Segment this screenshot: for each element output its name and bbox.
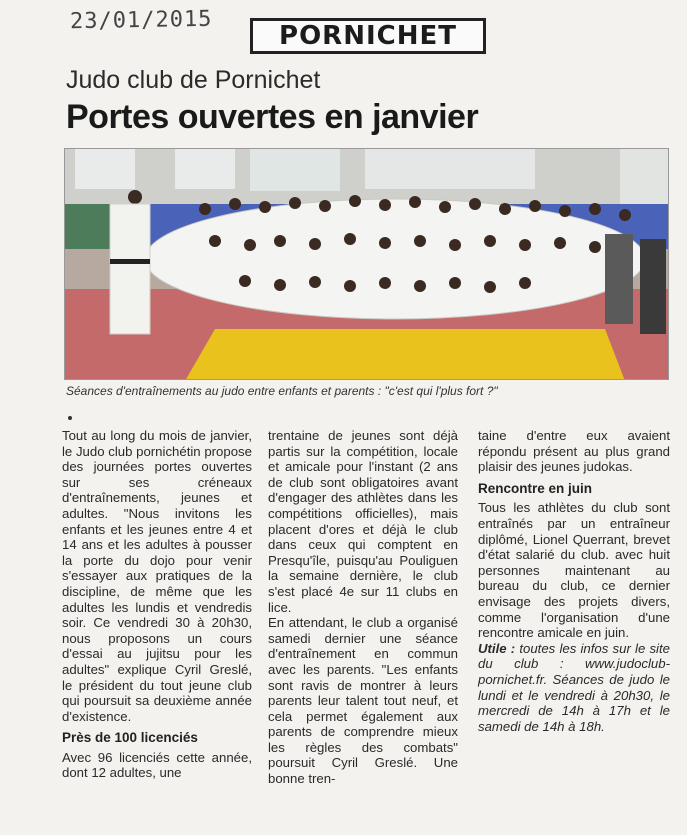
column-1-text: Tout au long du mois de janvier, le Judo club pornichétin propose des journées portes ouvertes sur ses créneaux d'entraînements, jeunes et adultes. "Nous invitons les enfants et les jeunes entre 4 et 14 ans et les adultes à pousser la porte du dojo pour venir s'essayer aux pratiques de la discipline, de même que les adultes les lundis et vendredis soir. Ce vendredi 30 à 20h30, nous proposons un cours d'essai au jujitsu pour les adultes" explique Cyril Greslé, le président du tout jeune club qui poursuit sa deuxième année d'existence. [62,428,252,724]
article-column-1 [62,428,252,781]
bullet-mark [68,416,72,420]
section-header [250,18,486,54]
article-column-3 [478,428,670,734]
subheading-rencontre: Rencontre en juin [478,480,593,496]
column-3-text: taine d'entre eux avaient répondu présent au plus grand plaisir des jeunes judokas. [478,428,670,475]
handwritten-date: 23/01/2015 [69,6,213,35]
judo-group-photo [65,149,669,380]
utile-text: toutes les infos sur le site du club : www.judoclub-pornichet.fr. Séances de judo le lundi et le vendredi à 20h30, le mercredi de 14h à 17h et le samedi de 14h à 18h. [478,640,670,734]
article-headline: Portes ouvertes en janvier [66,98,479,136]
column-1-text-2: Avec 96 licenciés cette année, dont 12 adultes, une [62,749,252,781]
article-photo [64,148,669,380]
article-column-2 [268,428,458,787]
photo-caption: Séances d'entraînements au judo entre enfants et parents : "c'est qui l'plus fort ?" [66,384,498,398]
utile-label: Utile : [478,640,516,656]
section-title: PORNICHET [279,21,457,51]
article-kicker: Judo club de Pornichet [66,66,321,94]
subheading-licencies: Près de 100 licenciés [62,730,198,746]
column-2-text: trentaine de jeunes sont déjà partis sur la compétition, locale et amicale pour l'instant (2 ans de club sont obligatoires avant d'engager des athlètes dans les compétitions officielles), mais placent d'ores et déjà le club dans ceux qui comptent en Presqu'île, puisqu'au Pouliguen la semaine dernière, le club s'est placé 4e sur 11 clubs en lice. En attendant, le club a organisé samedi dernier une séance d'entraînement en commun avec les parents. "Les enfants sont ravis de montrer à leurs parents leur talent tout neuf, et cela permet également aux parents de comprendre mieux les règles des combats" poursuit Cyril Greslé. Une bonne tren- [268,428,458,787]
utile-note [478,641,670,735]
column-3-text-2: Tous les athlètes du club sont entraînés par un entraîneur diplômé, Lionel Querrant, brevet d'état salarié du club. avec huit personnes maintenant au bureau du club, ce dernier envisage des projets divers, comme l'organisation d'une rencontre amicale en juin. [478,500,670,641]
